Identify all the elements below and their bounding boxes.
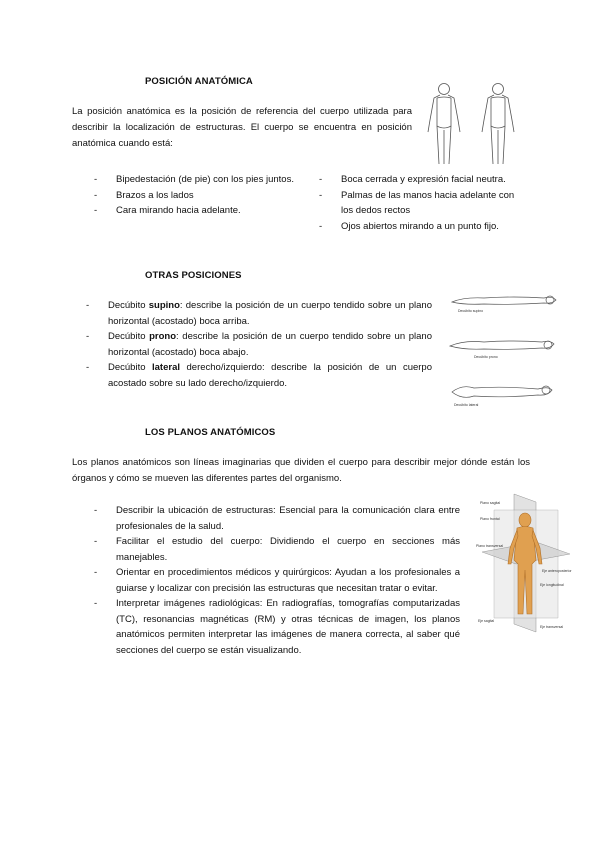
label-transverse-axis: Eje transversal	[540, 625, 564, 629]
list-item	[86, 329, 432, 360]
list-item-text: Bipedestación (de pie) con los pies juntos.	[116, 174, 294, 185]
label-frontal-plane: Plano frontal	[480, 517, 500, 521]
list-item-text: Boca cerrada y expresión facial neutra.	[341, 174, 506, 185]
section-heading-planos-anatomicos: LOS PLANOS ANATÓMICOS	[145, 427, 276, 438]
list-dash: -	[94, 505, 98, 516]
list-dash: -	[319, 189, 323, 201]
anatomical-figures-illustration	[418, 80, 530, 166]
label-sagittal-plane: Plano sagital	[480, 501, 501, 505]
list-dash: -	[86, 331, 90, 342]
list-item-text: Ojos abiertos mirando a un punto fijo.	[341, 220, 499, 232]
list-dash: -	[94, 598, 98, 609]
lying-positions-figure	[444, 288, 562, 414]
list-item	[319, 188, 525, 219]
caption-prone: Decúbito prono	[474, 355, 498, 359]
list-dash: -	[94, 536, 98, 547]
list-item-bold: lateral	[152, 362, 180, 373]
list-item-text: Describir la ubicación de estructuras: Esencial para la comunicación clara entre profesionales de la salud.	[116, 505, 460, 532]
anatomical-planes-figure	[474, 490, 574, 638]
list-dash: -	[94, 567, 98, 578]
list-item	[86, 298, 432, 329]
list-item	[94, 565, 460, 596]
list-item-text: Brazos a los lados	[116, 189, 194, 201]
list-item-text: : describe la posición de un cuerpo tendido sobre un plano horizontal (acostado) boca abajo.	[108, 331, 432, 358]
list-item	[94, 503, 460, 534]
list-item-label: Decúbito	[108, 300, 149, 311]
caption-lateral: Decúbito lateral	[454, 403, 479, 407]
anatomical-position-list-left	[94, 172, 294, 219]
list-item-bold: supino	[148, 300, 180, 311]
list-dash: -	[94, 205, 98, 216]
list-item	[94, 596, 460, 658]
other-positions-list	[86, 298, 432, 391]
list-item	[94, 534, 460, 565]
list-item-text: Cara mirando hacia adelante.	[116, 205, 241, 216]
label-longitudinal-axis: Eje longitudinal	[540, 583, 564, 587]
list-item	[94, 172, 294, 188]
anatomical-position-figure	[418, 80, 530, 166]
list-item-label: Decúbito	[108, 362, 152, 373]
list-dash: -	[94, 174, 98, 185]
caption-supine: Decúbito supino	[458, 309, 484, 313]
list-dash: -	[319, 220, 323, 232]
list-item	[319, 172, 525, 188]
intro-posicion-anatomica: La posición anatómica es la posición de referencia del cuerpo utilizada para describir la localización de estructuras. El cuerpo se encuentra en posición anatómica cuando está:	[72, 106, 412, 149]
list-dash: -	[319, 174, 323, 185]
lying-positions-illustration	[444, 288, 562, 414]
list-item-label: Decúbito	[108, 331, 150, 342]
list-item-text: Interpretar imágenes radiológicas: En radiografías, tomografías computarizadas (TC), resonancias magnéticas (RM) y otras técnicas de imagen, los planos anatómicos permiten interpretar las imágenes de manera correcta, al saber qué secciones del cuerpo se están visualizando.	[116, 598, 460, 656]
anatomical-planes-list	[94, 503, 460, 658]
anatomical-position-list-right	[319, 172, 525, 234]
label-sagittal-axis: Eje sagital	[478, 619, 495, 623]
list-dash: -	[94, 189, 98, 201]
list-dash: -	[86, 300, 90, 311]
section-heading-posicion-anatomica: POSICIÓN ANATÓMICA	[145, 76, 253, 87]
list-item	[319, 219, 525, 235]
list-item-text: : describe la posición de un cuerpo tendido sobre un plano horizontal (acostado) boca arriba.	[108, 300, 432, 327]
label-anteroposterior-axis: Eje anteroposterior	[542, 569, 572, 573]
list-item	[94, 188, 294, 204]
label-transverse-plane: Plano transversal	[476, 544, 504, 548]
list-item-text: Orientar en procedimientos médicos y quirúrgicos: Ayudan a los profesionales a guiarse y localizar con precisión las estructuras que necesitan tratar o evitar.	[116, 567, 460, 594]
list-item	[86, 360, 432, 391]
list-item-text: Facilitar el estudio del cuerpo: Dividiendo el cuerpo en secciones más manejables.	[116, 536, 460, 563]
list-item	[94, 203, 294, 219]
section-heading-otras-posiciones: OTRAS POSICIONES	[145, 270, 242, 281]
intro-planos-anatomicos: Los planos anatómicos son líneas imaginarias que dividen el cuerpo para describir mejor dónde están los órganos y cómo se mueven las diferentes partes del organismo.	[72, 457, 530, 484]
list-item-bold: prono	[149, 331, 177, 342]
list-item-text: derecho/izquierdo: describe la posición de un cuerpo acostado sobre su lado derecho/izquierdo.	[108, 362, 432, 389]
list-dash: -	[86, 362, 90, 373]
anatomical-planes-illustration	[474, 490, 574, 638]
list-item-text: Palmas de las manos hacia adelante con los dedos rectos	[341, 189, 515, 216]
